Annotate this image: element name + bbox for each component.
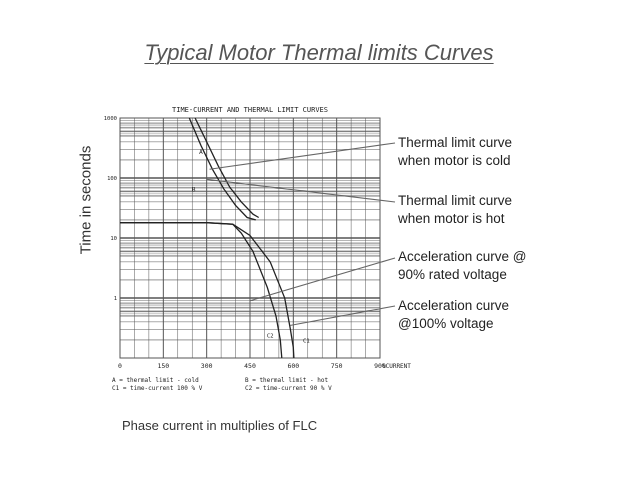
y-tick-label: 100: [107, 176, 117, 182]
callout-accel-90-line1: Acceleration curve @: [398, 249, 527, 264]
callout-thermal-cold-line2: when motor is cold: [398, 153, 511, 168]
chart-title: TIME-CURRENT AND THERMAL LIMIT CURVES: [172, 106, 328, 114]
point-label-b: B: [191, 186, 196, 194]
x-tick-label: 0: [118, 362, 122, 370]
point-label-c2: C2: [266, 333, 274, 340]
callout-accel-90-line2: 90% rated voltage: [398, 267, 507, 282]
point-label-a: A: [199, 149, 203, 157]
x-tick-label: 150: [157, 362, 170, 370]
y-tick-label: 1: [113, 296, 117, 302]
callout-accel-100-line2: @100% voltage: [398, 316, 494, 331]
x-tick-label: 750: [330, 362, 343, 370]
x-tick-label: 300: [200, 362, 213, 370]
series-line: [120, 223, 282, 358]
legend-b: B = thermal limit - hot: [245, 377, 329, 384]
x-tick-label: 450: [244, 362, 256, 370]
x-tick-label: 900: [374, 362, 386, 370]
legend-c2: C2 = time-current 90 % V: [245, 385, 332, 392]
page-title: Typical Motor Thermal limits Curves: [144, 40, 494, 65]
callout-arrow: [207, 179, 395, 202]
legend-a: A = thermal limit - cold: [112, 377, 199, 384]
chart-root: [104, 106, 412, 392]
callout-thermal-cold-line1: Thermal limit curve: [398, 135, 513, 150]
x-tick-label: 600: [287, 362, 300, 370]
x-axis-title: %CURRENT: [382, 363, 411, 370]
y-tick-label: 1000: [103, 116, 117, 122]
callout-accel-100-line1: Acceleration curve: [398, 298, 510, 313]
series-line: [195, 118, 259, 218]
callout-arrow: [210, 143, 395, 169]
series-line: [189, 118, 256, 220]
legend-c1: C1 = time-current 100 % V: [112, 385, 203, 392]
x-axis-label: Phase current in multiplies of FLC: [122, 418, 318, 433]
y-axis-label: Time in seconds: [77, 145, 95, 255]
callout-thermal-hot-line2: when motor is hot: [398, 211, 505, 226]
callout-thermal-hot-line1: Thermal limit curve: [398, 193, 513, 208]
point-label-c1: C1: [303, 338, 310, 345]
y-tick-label: 10: [110, 236, 117, 242]
